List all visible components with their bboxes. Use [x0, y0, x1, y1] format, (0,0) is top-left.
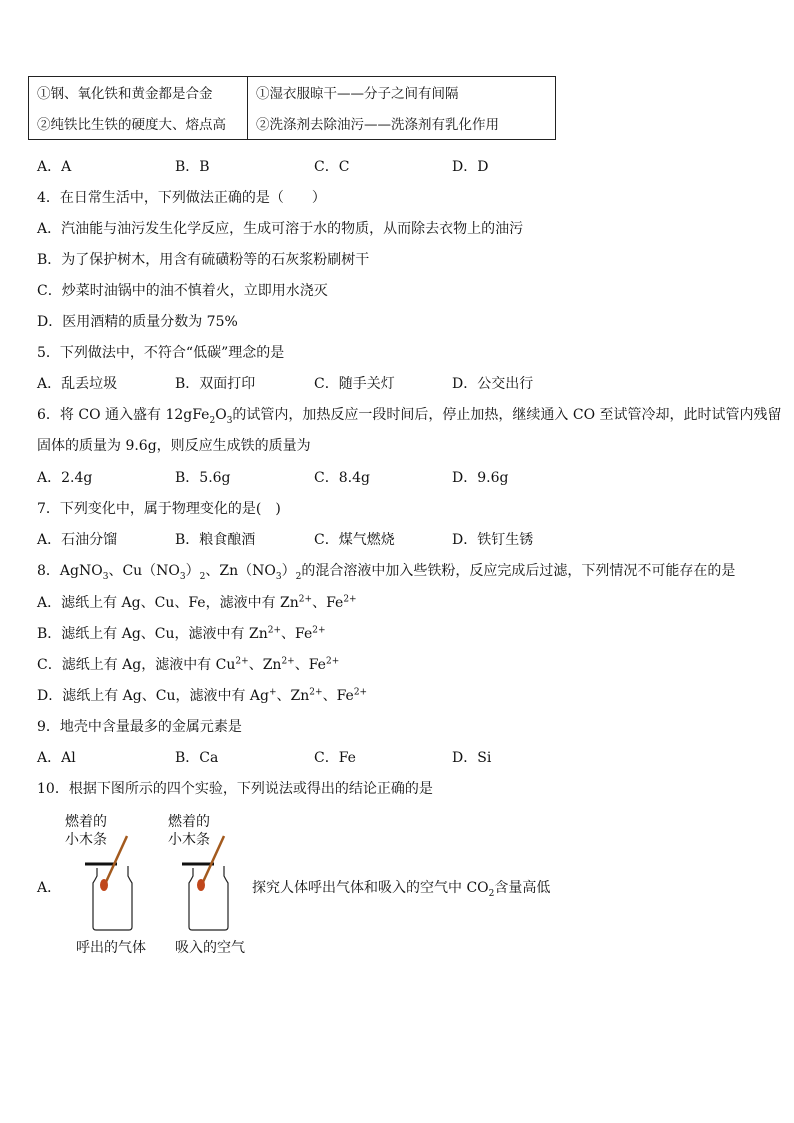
- stick-label-1-line-1: 燃着的: [65, 814, 107, 830]
- q3-option-b[interactable]: B．B: [175, 159, 210, 175]
- q8-stem-part-f: 的混合溶液中加入些铁粉，反应完成后过滤，下列情况不可能存在的是: [301, 563, 736, 579]
- q8-option-a[interactable]: [37, 594, 357, 612]
- q3-option-c[interactable]: C．C: [314, 159, 350, 175]
- q8-stem-part-a: 8．AgNO: [37, 563, 103, 579]
- q3-option-a[interactable]: A．A: [37, 159, 72, 175]
- q8-option-d-ion-5: 2+: [353, 687, 368, 698]
- q8-stem-part-b: 、Cu（NO: [108, 563, 180, 579]
- q6-option-a[interactable]: A．2.4g: [37, 470, 93, 486]
- q8-sub-d: 3: [275, 571, 282, 582]
- q10-option-a-letter[interactable]: A．: [37, 880, 62, 896]
- q7-option-b[interactable]: B．粮食酿酒: [175, 532, 256, 548]
- q8-sub-e: 2: [295, 571, 302, 582]
- q8-option-c-ion-1: 2+: [235, 656, 249, 667]
- bottle-exhaled-icon: [85, 836, 132, 930]
- q8-stem-part-e: ）: [281, 563, 296, 579]
- q10-stem: 10．根据下图所示的四个实验，下列说法或得出的结论正确的是: [37, 781, 433, 797]
- q8-option-a-ion-2: 、Fe: [312, 595, 344, 611]
- table-right-row-2: ②洗涤剂去除油污——洗涤剂有乳化作用: [256, 117, 499, 133]
- q8-option-b-text: B．滤纸上有 Ag、Cu，滤液中有 Zn: [37, 626, 268, 642]
- q6-option-c[interactable]: C．8.4g: [314, 470, 370, 486]
- q10-desc-part-a: 探究人体呼出气体和吸入的空气中 CO: [252, 880, 489, 896]
- q8-option-c-ion-4: 、Fe: [294, 657, 326, 673]
- q4-option-c[interactable]: C．炒菜时油锅中的油不慎着火，立即用水浇灭: [37, 283, 328, 299]
- bottle-label-inhaled: 吸入的空气: [175, 940, 245, 956]
- q8-option-d-ion-3: 2+: [309, 687, 323, 698]
- q8-sub-c: 2: [199, 571, 206, 582]
- q8-option-c-text: C．滤纸上有 Ag，滤液中有 Cu: [37, 657, 236, 673]
- stick-label-1-line-2: 小木条: [65, 832, 107, 848]
- bottle-inhaled-icon: [182, 836, 228, 930]
- q6-stem-part-a: 6．将 CO 通入盛有 12gFe: [37, 407, 210, 423]
- q5-option-c[interactable]: C．随手关灯: [314, 376, 395, 392]
- q7-option-a[interactable]: A．石油分馏: [37, 532, 118, 548]
- q8-sub-b: 3: [179, 571, 186, 582]
- q10-experiment-figure: [37, 810, 597, 960]
- q5-option-a[interactable]: A．乱丢垃圾: [37, 376, 118, 392]
- q3-statement-table: [28, 76, 556, 140]
- q8-option-a-ion-1: 2+: [298, 594, 313, 605]
- q8-option-c-ion-2: 、Zn: [248, 657, 282, 673]
- q4-option-d[interactable]: D．医用酒精的质量分数为 75%: [37, 314, 238, 330]
- q5-stem: 5．下列做法中，不符合“低碳”理念的是: [37, 345, 285, 361]
- q8-option-d-ion-2: 、Zn: [276, 688, 310, 704]
- q6-sub-2: 2: [209, 415, 216, 426]
- q9-option-b[interactable]: B．Ca: [175, 750, 219, 766]
- q7-option-d[interactable]: D．铁钉生锈: [452, 532, 534, 548]
- q4-option-b[interactable]: B．为了保护树木，用含有硫磺粉等的石灰浆粉刷树干: [37, 252, 370, 268]
- q4-stem: 4．在日常生活中，下列做法正确的是（ ）: [37, 190, 326, 206]
- q10-option-a-description: [252, 880, 550, 897]
- table-left-row-2: ②纯铁比生铁的硬度大、熔点高: [37, 117, 226, 133]
- q6-stem-line-2: 固体的质量为 9.6g，则反应生成铁的质量为: [37, 438, 311, 454]
- q5-option-b[interactable]: B．双面打印: [175, 376, 256, 392]
- q9-stem: 9．地壳中含量最多的金属元素是: [37, 719, 242, 735]
- q7-stem: 7．下列变化中，属于物理变化的是( ): [37, 501, 281, 517]
- q8-option-d-ion-1: +: [269, 687, 277, 698]
- table-cell-left: [29, 77, 248, 140]
- table-cell-right: [248, 77, 556, 140]
- q6-stem-part-c: 的试管内，加热反应一段时间后，停止加热，继续通入 CO 至试管冷却，此时试管内残留: [232, 407, 782, 423]
- q10-desc-sub: 2: [488, 888, 495, 899]
- q6-option-d[interactable]: D．9.6g: [452, 470, 509, 486]
- q10-desc-part-b: 含量高低: [494, 880, 551, 896]
- q4-option-a[interactable]: A．汽油能与油污发生化学反应，生成可溶于水的物质，从而除去衣物上的油污: [37, 221, 524, 237]
- q8-option-c[interactable]: [37, 656, 339, 674]
- q3-option-d[interactable]: D．D: [452, 159, 489, 175]
- q8-stem-part-c: ）: [185, 563, 200, 579]
- q8-option-b-ion-2: 、Fe: [281, 626, 313, 642]
- bottle-label-exhaled: 呼出的气体: [76, 940, 146, 956]
- q8-option-c-ion-5: 2+: [325, 656, 340, 667]
- table-right-row-1: ①湿衣服晾干——分子之间有间隔: [256, 86, 459, 102]
- q8-option-b[interactable]: [37, 625, 326, 643]
- q8-option-a-text: A．滤纸上有 Ag、Cu、Fe，滤液中有 Zn: [37, 595, 299, 611]
- q9-option-d[interactable]: D．Si: [452, 750, 492, 766]
- table-left-row-1: ①钢、氧化铁和黄金都是合金: [37, 86, 213, 102]
- q9-option-a[interactable]: A．Al: [37, 750, 76, 766]
- q7-option-c[interactable]: C．煤气燃烧: [314, 532, 395, 548]
- q8-sub-a: 3: [102, 571, 109, 582]
- q9-option-c[interactable]: C．Fe: [314, 750, 356, 766]
- q8-option-a-ion-3: 2+: [343, 594, 357, 605]
- q8-option-b-ion-1: 2+: [267, 625, 282, 636]
- q5-option-d[interactable]: D．公交出行: [452, 376, 534, 392]
- q8-option-d-ion-4: 、Fe: [322, 688, 354, 704]
- q8-option-c-ion-3: 2+: [281, 656, 295, 667]
- q8-option-d[interactable]: [37, 687, 367, 705]
- q8-option-d-text: D．滤纸上有 Ag、Cu，滤液中有 Ag: [37, 688, 269, 704]
- q6-sub-3: 3: [226, 415, 233, 426]
- stick-label-2-line-2: 小木条: [168, 832, 210, 848]
- q6-option-b[interactable]: B．5.6g: [175, 470, 231, 486]
- q8-option-b-ion-3: 2+: [312, 625, 326, 636]
- q8-stem: [37, 562, 735, 580]
- q6-stem-line-1: [37, 406, 782, 424]
- stick-label-2-line-1: 燃着的: [168, 814, 210, 830]
- q8-stem-part-d: 、Zn（NO: [205, 563, 276, 579]
- q6-stem-part-b: O: [215, 407, 227, 423]
